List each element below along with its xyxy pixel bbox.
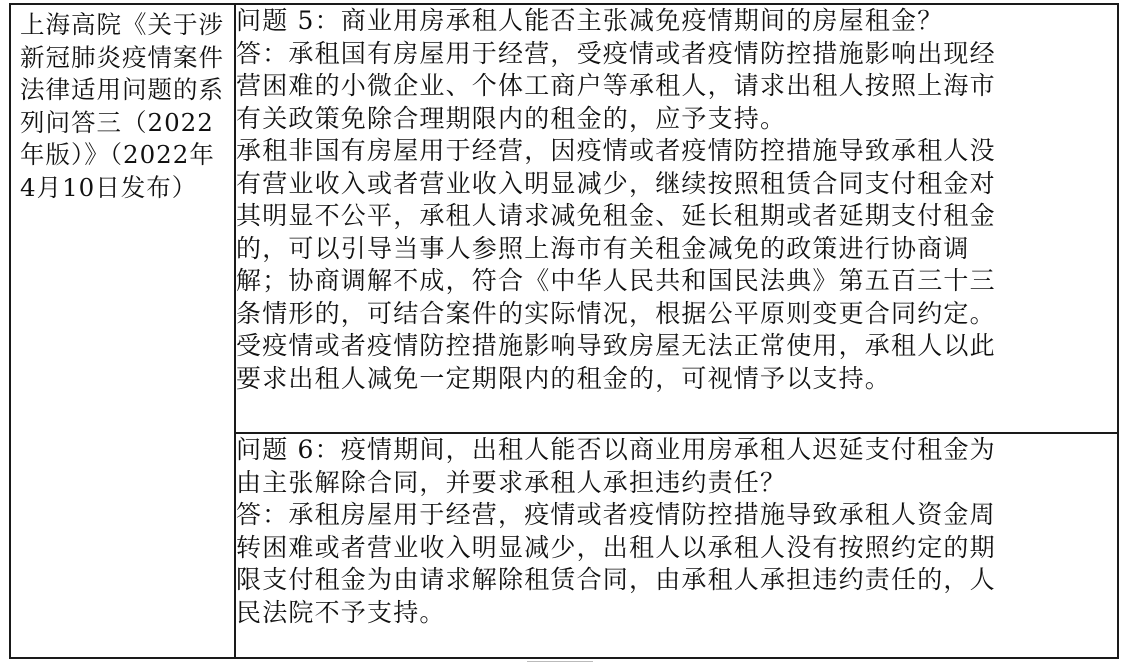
page-edge-mark bbox=[527, 661, 593, 665]
question-6-title: 问题 6：疫情期间，出租人能否以商业用房承租人迟延支付租金为 bbox=[236, 435, 996, 465]
answer-5-line: 有营业收入或者营业收入明显减少，继续按照租赁合同支付租金对 bbox=[236, 168, 996, 198]
question-6-cell bbox=[235, 433, 1118, 658]
answer-6-line: 民法院不予支持。 bbox=[236, 597, 446, 627]
answer-5-line: 有关政策免除合理期限内的租金的，应予支持。 bbox=[236, 103, 787, 133]
answer-5-line: 其明显不公平，承租人请求减免租金、延长租期或者延期支付租金 bbox=[236, 201, 996, 230]
answer-5-line: 要求出租人减免一定期限内的租金的，可视情予以支持。 bbox=[236, 363, 892, 393]
answer-5-line: 解；协商调解不成，符合《中华人民共和国民法典》第五百三十三 bbox=[236, 266, 996, 295]
question-5-cell bbox=[235, 4, 1118, 433]
answer-6-line: 限支付租金为由请求解除租赁合同，由承租人承担违约责任的，人 bbox=[236, 565, 996, 595]
answer-5-line: 受疫情或者疫情防控措施影响导致房屋无法正常使用，承租人以此 bbox=[236, 331, 996, 360]
answer-5-line: 的，可以引导当事人参照上海市有关租金减免的政策进行协商调 bbox=[236, 233, 970, 263]
answer-5-line: 营困难的小微企业、个体工商户等承租人，请求出租人按照上海市 bbox=[236, 71, 996, 100]
question-6-title: 由主张解除合同，并要求承租人承担违约责任？ bbox=[236, 467, 787, 497]
source-title: 上海高院《关于涉新冠肺炎疫情案件法律适用问题的系列问答三（2022年版）》（2022年4月10日发布） bbox=[20, 10, 224, 202]
question-5-title: 问题 5：商业用房承租人能否主张减免疫情期间的房屋租金？ bbox=[236, 6, 944, 35]
answer-5-line: 条情形的，可结合案件的实际情况，根据公平原则变更合同约定。 bbox=[236, 298, 996, 328]
document-table bbox=[9, 3, 1119, 659]
source-cell bbox=[10, 4, 235, 658]
answer-5-line: 答：承租国有房屋用于经营，受疫情或者疫情防控措施影响出现经 bbox=[236, 38, 996, 68]
answer-6-line: 答：承租房屋用于经营，疫情或者疫情防控措施导致承租人资金周 bbox=[236, 500, 996, 530]
answer-5-line: 承租非国有房屋用于经营，因疫情或者疫情防控措施导致承租人没 bbox=[236, 136, 996, 165]
answer-6-line: 转困难或者营业收入明显减少，出租人以承租人没有按照约定的期 bbox=[236, 532, 996, 562]
table-row bbox=[10, 4, 1118, 433]
